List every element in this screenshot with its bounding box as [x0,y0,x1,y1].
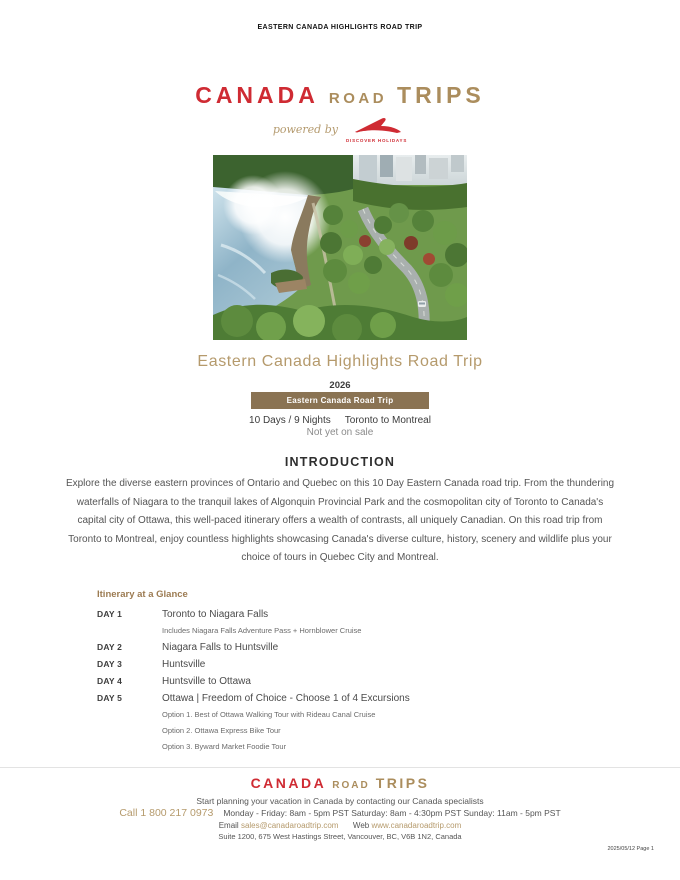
footer-tagline: Start planning your vacation in Canada by contacting our Canada specialists [196,796,484,806]
trip-year: 2026 [329,380,351,391]
email-link[interactable]: sales@canadaroadtrip.com [240,821,339,830]
introduction-body: Explore the diverse eastern provinces of Ontario and Quebec on this 10 Day Eastern Canada road trip. From the thundering waterfalls of Niagara to the tranquil lakes of Algonquin Provincial Park and the cosmopolitan city of Toronto to Canada's capital city of Ottawa, this well-paced itinerary offers a wealth of contrasts, all uniquely Canadian. On this road trip from Toronto to Montreal, enjoy countless highlights showcasing Canada's diverse culture, history, scenery and wildlife plus your choice of tours in Quebec City and Montreal. [65,478,615,563]
niagara-aerial-illustration [213,155,467,340]
day-title: Huntsville [162,659,206,670]
day-title: Ottawa | Freedom of Choice - Choose 1 of 4 Excursions [162,693,410,704]
footer-address: Suite 1200, 675 West Hastings Street, Vancouver, BC, V6B 1N2, Canada [218,832,462,841]
powered-by-label: powered by [272,123,338,136]
brand-wordmark [0,82,680,109]
footer-hours: Monday - Friday: 8am - 5pm PST Saturday: 8am - 4:30pm PST Sunday: 11am - 5pm PST [223,808,561,818]
introduction-heading: INTRODUCTION [284,455,396,469]
day-note: Includes Niagara Falls Adventure Pass + Hornblower Cruise [162,626,362,635]
footer-divider [0,767,680,768]
day-label: DAY 2 [97,642,123,652]
brand-word-trips: TRIPS [397,82,485,108]
partner-name: DISCOVER HOLIDAYS [345,138,408,143]
itinerary-day-row [97,693,583,704]
sale-status: Not yet on sale [306,427,374,438]
footer-brand-word-canada: CANADA [250,775,327,791]
itinerary-heading: Itinerary at a Glance [97,589,188,600]
footer-links-line [0,821,680,830]
brand-word-road: ROAD [328,90,388,107]
itinerary-day-row [97,609,583,620]
web-label: Web [352,821,370,830]
day-option: Option 3. Byward Market Foodie Tour [162,742,287,751]
brand-logo [0,82,680,143]
powered-by-row [0,117,680,143]
web-link[interactable]: www.canadaroadtrip.com [371,821,462,830]
day-option: Option 2. Ottawa Express Bike Tour [162,726,281,735]
partner-logo [346,117,407,143]
footer-brand-logo [0,775,680,791]
day-title: Niagara Falls to Huntsville [162,642,279,653]
email-label: Email [218,821,239,830]
day-title: Toronto to Niagara Falls [162,609,269,620]
date-page-number: 2025/05/12 Page 1 [607,846,654,852]
trip-meta [0,415,680,426]
itinerary-day-row [97,676,583,687]
day-label: DAY 4 [97,676,123,686]
footer-call-line [0,807,680,819]
footer-brand-word-road: ROAD [332,780,370,791]
day-title: Huntsville to Ottawa [162,676,251,687]
footer-brand-word-trips: TRIPS [375,775,430,791]
brand-word-canada: CANADA [195,82,319,108]
trip-route: Toronto to Montreal [344,415,431,426]
day-option: Option 1. Best of Ottawa Walking Tour with Rideau Canal Cruise [162,710,376,719]
day-label: DAY 3 [97,659,123,669]
itinerary-day-row [97,659,583,670]
itinerary-day-row [97,642,583,653]
trip-title: Eastern Canada Highlights Road Trip [197,353,483,370]
itinerary-section [97,589,583,758]
trip-category-badge: Eastern Canada Road Trip [251,392,429,409]
trip-duration: 10 Days / 9 Nights [249,415,331,426]
hero-photo-niagara-falls [213,155,467,340]
running-header: EASTERN CANADA HIGHLIGHTS ROAD TRIP [257,24,423,31]
day-label: DAY 5 [97,693,123,703]
discover-holidays-swoosh-icon [351,117,403,137]
day-label: DAY 1 [97,609,123,619]
phone-link[interactable]: Call 1 800 217 0973 [119,807,214,819]
